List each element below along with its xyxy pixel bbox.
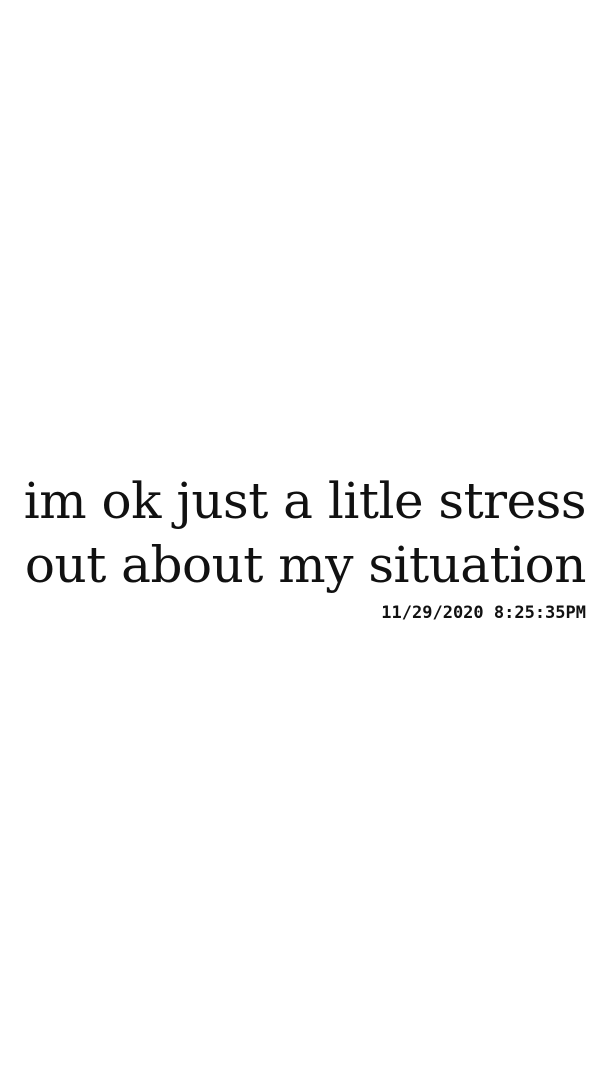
- post-timestamp: 11/29/2020 8:25:35PM: [381, 603, 586, 623]
- post-message: im ok just a litle stress out about my situation: [23, 472, 586, 594]
